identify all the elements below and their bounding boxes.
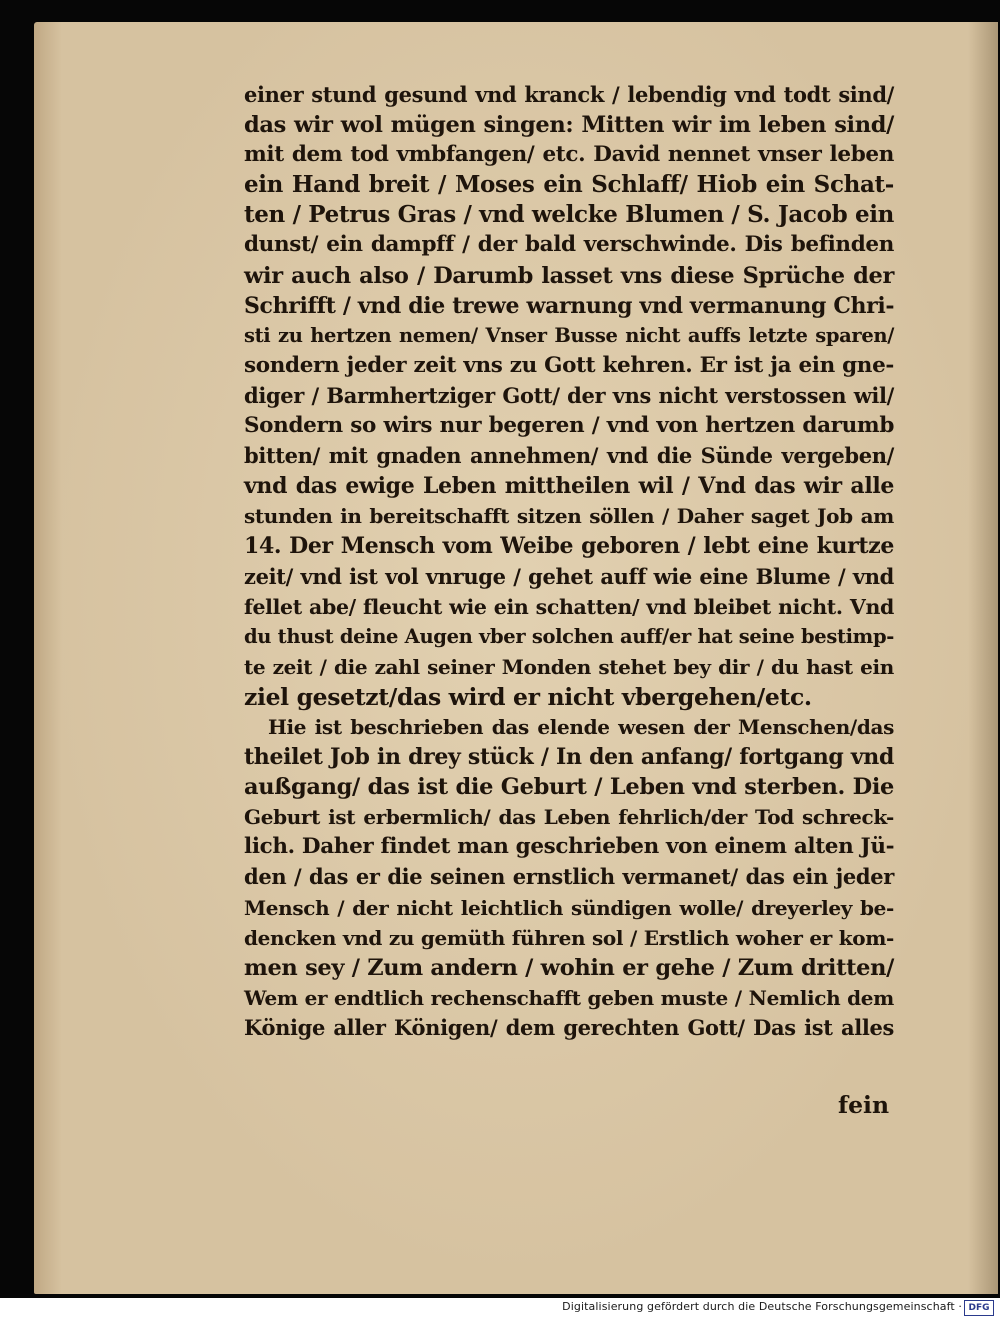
text-line: Geburt ist erbermlich/ das Leben fehrlich/der Tod schreck-: [244, 805, 894, 830]
text-line: das wir wol mügen singen: Mitten wir im leben sind/: [244, 112, 894, 139]
footer-credit: Digitalisierung gefördert durch die Deutsche Forschungsgemeinschaft ·: [562, 1300, 962, 1313]
text-line: Wem er endtlich rechenschafft geben muste / Nemlich dem: [244, 985, 894, 1010]
text-line: ziel gesetzt/das wird er nicht vbergehen/etc.: [244, 682, 812, 711]
text-line: sti zu hertzen nemen/ Vnser Busse nicht auffs letzte sparen/: [244, 323, 894, 347]
text-line: mit dem tod vmbfangen/ etc. David nennet vnser leben: [244, 142, 894, 168]
text-line: den / das er die seinen ernstlich vermanet/ das ein jeder: [244, 864, 894, 890]
text-line: einer stund gesund vnd kranck / lebendig vnd todt sind/: [244, 82, 894, 107]
text-line: te zeit / die zahl seiner Monden stehet bey dir / du hast ein: [244, 654, 894, 679]
text-line: stunden in bereitschafft sitzen söllen / Daher saget Job am: [244, 504, 894, 529]
text-line: dencken vnd zu gemüth führen sol / Erstlich woher er kom-: [244, 925, 894, 950]
text-line: theilet Job in drey stück / In den anfang/ fortgang vnd: [244, 744, 894, 771]
text-line: du thust deine Augen vber solchen auff/er hat seine bestimp-: [244, 624, 894, 648]
text-line: Schrifft / vnd die trewe warnung vnd vermanung Chri-: [244, 292, 895, 319]
text-line: lich. Daher findet man geschrieben von einem alten Jü-: [244, 834, 895, 860]
text-line: 14. Der Mensch vom Weibe geboren / lebt eine kurtze: [244, 533, 894, 560]
catchword: fein: [838, 1091, 890, 1119]
text-block: [244, 80, 894, 1043]
text-line: bitten/ mit gnaden annehmen/ vnd die Sünde vergeben/: [244, 443, 894, 469]
text-line: ten / Petrus Gras / vnd welcke Blumen / S. Jacob ein: [244, 201, 895, 229]
text-line: dunst/ ein dampff / der bald verschwinde. Dis befinden: [244, 232, 894, 258]
page-gutter-shadow: [968, 22, 998, 1294]
text-line: wir auch also / Darumb lasset vns diese Sprüche der: [244, 262, 894, 289]
text-line: men sey / Zum andern / wohin er gehe / Zum dritten/: [244, 954, 894, 981]
text-line: sondern jeder zeit vns zu Gott kehren. Er ist ja ein gne-: [244, 352, 894, 378]
dfg-logo: DFG: [964, 1300, 994, 1316]
text-line: fellet abe/ fleucht wie ein schatten/ vnd bleibet nicht. Vnd: [244, 594, 894, 619]
text-line: vnd das ewige Leben mittheilen wil / Vnd das wir alle: [244, 473, 894, 500]
text-line: zeit/ vnd ist vol vnruge / gehet auff wie eine Blume / vnd: [244, 563, 894, 589]
text-line: Könige aller Königen/ dem gerechten Gott/ Das ist alles: [244, 1014, 894, 1040]
text-line: diger / Barmhertziger Gott/ der vns nicht verstossen wil/: [244, 382, 894, 408]
text-line: Sondern so wirs nur begeren / vnd von hertzen darumb: [244, 413, 894, 439]
text-line: ein Hand breit / Moses ein Schlaff/ Hiob ein Schat-: [244, 171, 894, 199]
text-line: Mensch / der nicht leichtlich sündigen wolle/ dreyerley be-: [244, 895, 894, 920]
text-line: außgang/ das ist die Geburt / Leben vnd sterben. Die: [244, 774, 894, 801]
text-line: Hie ist beschrieben das elende wesen der Menschen/das: [268, 714, 894, 739]
